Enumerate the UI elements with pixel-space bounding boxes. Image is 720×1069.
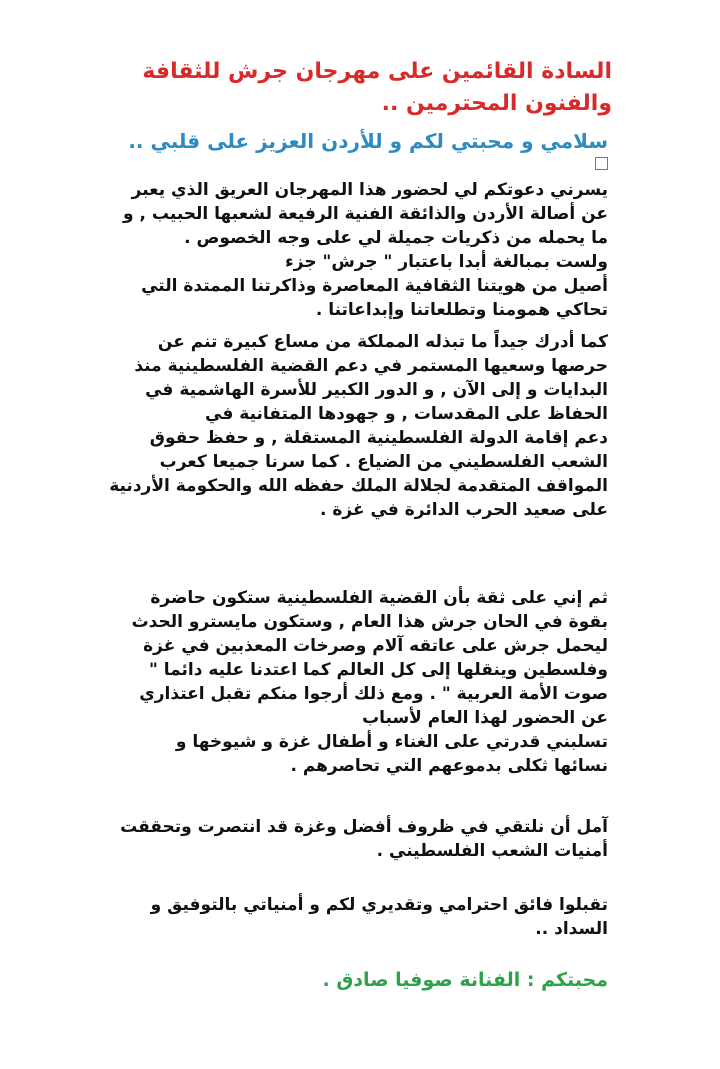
paragraph-line: بقوة في الحان جرش هذا العام , وستكون مايسترو الحدث xyxy=(131,612,608,632)
title-line: السادة القائمين على مهرجان جرش للثقافة xyxy=(142,59,612,84)
paragraph-line: نسائها ثكلى بدموعهم التي تحاصرهم . xyxy=(290,756,608,776)
paragraph-line: وفلسطين وينقلها إلى كل العالم كما اعتدنا عليه دائما " xyxy=(148,660,608,680)
paragraph-line: تحاكي همومنا وتطلعاتنا وإبداعاتنا . xyxy=(315,300,608,320)
paragraph-closing xyxy=(88,893,608,941)
paragraph-line: كما أدرك جيداً ما تبذله المملكة من مساع كبيرة تنم عن xyxy=(157,332,608,352)
paragraph-line: ليحمل جرش على عاتقه آلام وصرخات المعذبين في غزة xyxy=(143,636,608,656)
letter-signature: محبتكم : الفنانة صوفيا صادق . xyxy=(322,969,608,991)
paragraph-line: أمنيات الشعب الفلسطيني . xyxy=(376,841,608,861)
paragraph-line: تسلبني قدرتي على الغناء و أطفال غزة و شيوخها و xyxy=(175,732,608,752)
paragraph-apology xyxy=(88,586,608,778)
paragraph-line: عن أصالة الأردن والذائقة الفنية الرفيعة لشعبها الحبيب , و xyxy=(123,204,608,224)
paragraph-line: عن الحضور لهذا العام لأسباب xyxy=(362,708,608,728)
paragraph-line: ما يحمله من ذكريات جميلة لي على وجه الخصوص . xyxy=(184,228,608,248)
paragraph-line: المواقف المتقدمة لجلالة الملك حفظه الله والحكومة الأردنية xyxy=(109,476,608,496)
paragraph-line: الشعب الفلسطيني من الضياع . كما سرنا جميعا كعرب xyxy=(159,452,608,472)
paragraph-invitation xyxy=(88,178,608,322)
paragraph-kingdom xyxy=(88,330,608,522)
paragraph-line: على صعيد الحرب الدائرة في غزة . xyxy=(319,500,608,520)
paragraph-line: حرصها وسعيها المستمر في دعم القضية الفلسطينية منذ xyxy=(134,356,608,376)
letter-title xyxy=(92,56,612,120)
paragraph-line: يسرني دعوتكم لي لحضور هذا المهرجان العريق الذي يعبر xyxy=(131,180,608,200)
paragraph-line: أصيل من هويتنا الثقافية المعاصرة وذاكرتنا الممتدة التي xyxy=(141,276,608,296)
paragraph-line: الحفاظ على المقدسات , و جهودها المتفانية في xyxy=(205,404,608,424)
paragraph-line: ولست بمبالغة أبدا باعتبار " جرش" جزء xyxy=(285,252,608,272)
paragraph-line: تقبلوا فائق احترامي وتقديري لكم و أمنياتي بالتوفيق و xyxy=(150,895,608,915)
paragraph-line: ثم إني على ثقة بأن القضية الفلسطينية ستكون حاضرة xyxy=(150,588,608,608)
checkbox-icon xyxy=(595,157,608,170)
paragraph-line: البدايات و إلى الآن , و الدور الكبير للأسرة الهاشمية في xyxy=(145,380,608,400)
letter-greeting: سلامي و محبتي لكم و للأردن العزيز على قلبي .. xyxy=(128,129,608,153)
paragraph-line: دعم إقامة الدولة الفلسطينية المستقلة , و حفظ حقوق xyxy=(149,428,608,448)
paragraph-line: السداد .. xyxy=(535,919,608,939)
paragraph-line: آمل أن نلتقي في ظروف أفضل وغزة قد انتصرت وتحققت xyxy=(120,817,608,837)
paragraph-line: صوت الأمة العربية " . ومع ذلك أرجوا منكم تقبل اعتذاري xyxy=(139,684,608,704)
title-line: والفنون المحترمين .. xyxy=(381,91,612,116)
paragraph-hope xyxy=(88,815,608,863)
